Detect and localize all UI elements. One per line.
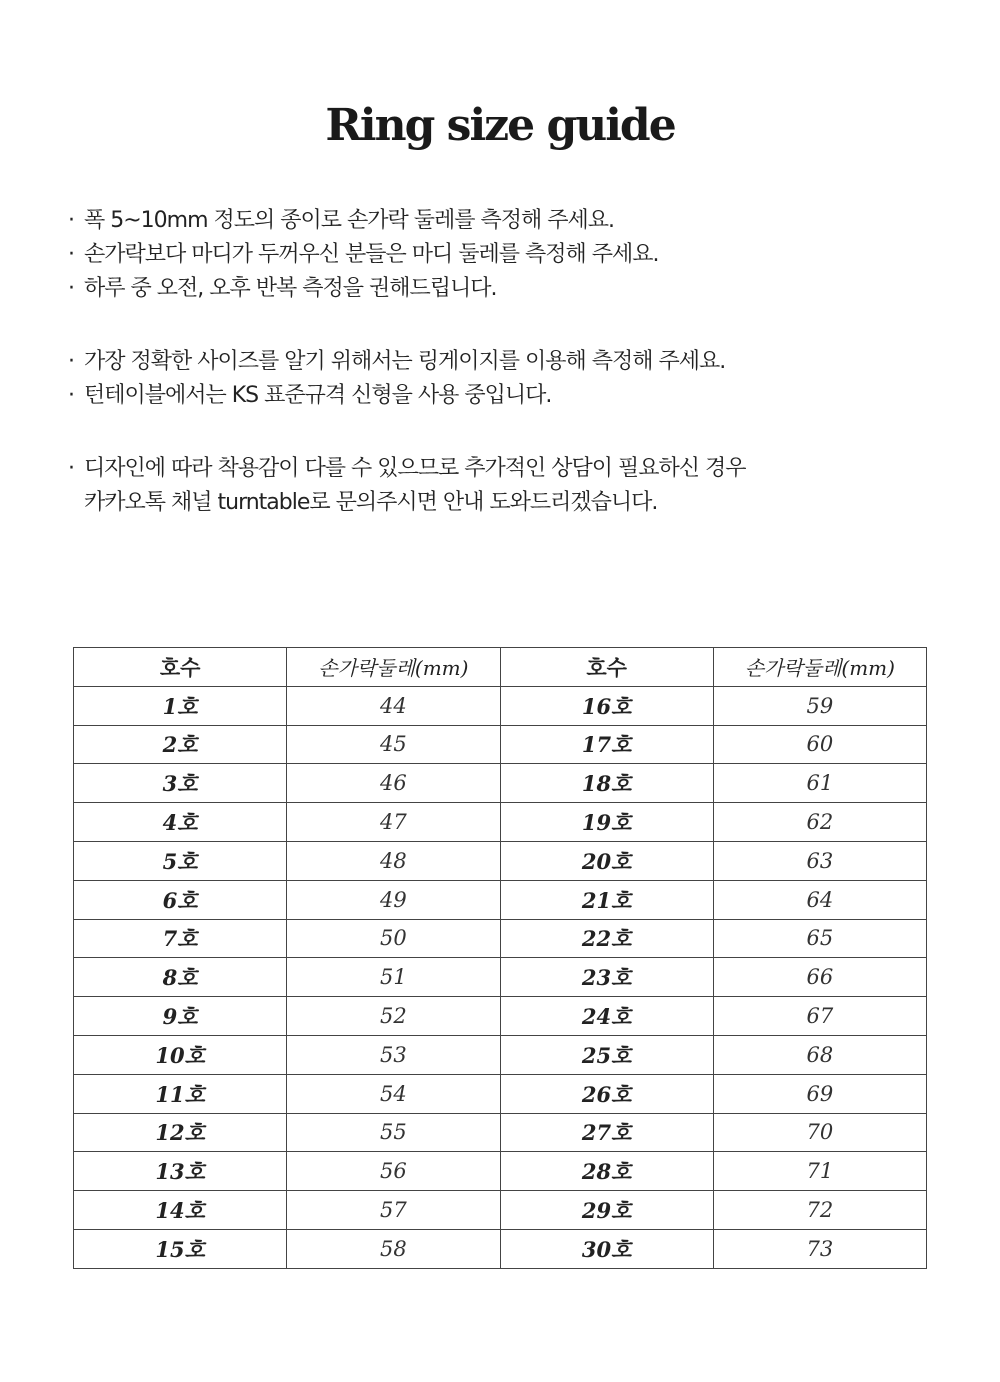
circumference-cell: 51 [287,958,500,997]
table-row [74,1191,927,1230]
size-number-cell: 27호 [500,1113,713,1152]
circumference-cell: 49 [287,880,500,919]
table-row [74,1152,927,1191]
circumference-cell: 68 [713,1035,926,1074]
bullet: · [68,456,74,481]
circumference-cell: 47 [287,803,500,842]
circumference-cell: 52 [287,997,500,1036]
note-text: 카카오톡 채널 turntable로 문의주시면 안내 도와드리겠습니다. [84,490,658,515]
header-circumference: 손가락둘레(mm) [713,648,926,687]
size-number-cell: 9호 [74,997,287,1036]
circumference-cell: 44 [287,686,500,725]
size-number-cell: 25호 [500,1035,713,1074]
circumference-cell: 65 [713,919,926,958]
size-number-cell: 15호 [74,1229,287,1268]
note-line [68,345,948,379]
note-text: 디자인에 따라 착용감이 다를 수 있으므로 추가적인 상담이 필요하신 경우 [84,456,746,481]
bullet: · [68,276,74,301]
bullet: · [68,383,74,408]
header-size: 호수 [74,648,287,687]
header-circumference: 손가락둘레(mm) [287,648,500,687]
table-row [74,841,927,880]
circumference-cell: 62 [713,803,926,842]
note-group [68,452,948,520]
circumference-cell: 50 [287,919,500,958]
note-text: 폭 5~10mm 정도의 종이로 손가락 둘레를 측정해 주세요. [84,208,615,233]
table-header-row [74,648,927,687]
table-row [74,880,927,919]
bullet: · [68,208,74,233]
table-row [74,764,927,803]
circumference-cell: 48 [287,841,500,880]
size-number-cell: 20호 [500,841,713,880]
size-number-cell: 5호 [74,841,287,880]
circumference-cell: 70 [713,1113,926,1152]
note-text: 가장 정확한 사이즈를 알기 위해서는 링게이지를 이용해 측정해 주세요. [84,349,726,374]
size-number-cell: 12호 [74,1113,287,1152]
table-row [74,1113,927,1152]
circumference-cell: 55 [287,1113,500,1152]
circumference-cell: 67 [713,997,926,1036]
table-row [74,1035,927,1074]
table-row [74,958,927,997]
note-line [68,238,948,272]
table-row [74,803,927,842]
size-number-cell: 19호 [500,803,713,842]
size-number-cell: 1호 [74,686,287,725]
circumference-cell: 57 [287,1191,500,1230]
size-number-cell: 23호 [500,958,713,997]
table-row [74,997,927,1036]
size-number-cell: 14호 [74,1191,287,1230]
size-number-cell: 21호 [500,880,713,919]
size-number-cell: 24호 [500,997,713,1036]
circumference-cell: 59 [713,686,926,725]
size-number-cell: 13호 [74,1152,287,1191]
circumference-cell: 72 [713,1191,926,1230]
bullet: · [68,242,74,267]
circumference-cell: 61 [713,764,926,803]
size-number-cell: 22호 [500,919,713,958]
size-number-cell: 11호 [74,1074,287,1113]
size-number-cell: 30호 [500,1229,713,1268]
table-row [74,1074,927,1113]
size-number-cell: 16호 [500,686,713,725]
table-row [74,1229,927,1268]
size-number-cell: 3호 [74,764,287,803]
circumference-cell: 73 [713,1229,926,1268]
circumference-cell: 60 [713,725,926,764]
size-number-cell: 4호 [74,803,287,842]
size-number-cell: 26호 [500,1074,713,1113]
note-line [68,272,948,306]
size-number-cell: 7호 [74,919,287,958]
circumference-cell: 45 [287,725,500,764]
circumference-cell: 64 [713,880,926,919]
table-row [74,919,927,958]
page-title: Ring size guide [325,100,675,151]
circumference-cell: 58 [287,1229,500,1268]
size-number-cell: 28호 [500,1152,713,1191]
size-number-cell: 17호 [500,725,713,764]
size-number-cell: 6호 [74,880,287,919]
size-number-cell: 29호 [500,1191,713,1230]
note-text: 손가락보다 마디가 두꺼우신 분들은 마디 둘레를 측정해 주세요. [84,242,659,267]
table-body [74,686,927,1268]
note-group [68,204,948,306]
table-row [74,686,927,725]
note-line [68,486,948,520]
circumference-cell: 69 [713,1074,926,1113]
note-group [68,345,948,413]
note-line [68,204,948,238]
circumference-cell: 46 [287,764,500,803]
size-number-cell: 18호 [500,764,713,803]
bullet: · [68,349,74,374]
circumference-cell: 53 [287,1035,500,1074]
ring-size-table [73,647,927,1269]
header-size: 호수 [500,648,713,687]
size-number-cell: 2호 [74,725,287,764]
circumference-cell: 63 [713,841,926,880]
circumference-cell: 54 [287,1074,500,1113]
note-line [68,379,948,413]
note-text: 턴테이블에서는 KS 표준규격 신형을 사용 중입니다. [84,383,552,408]
note-text: 하루 중 오전, 오후 반복 측정을 권해드립니다. [84,276,497,301]
size-notes [68,204,948,559]
table-row [74,725,927,764]
size-number-cell: 10호 [74,1035,287,1074]
circumference-cell: 71 [713,1152,926,1191]
circumference-cell: 66 [713,958,926,997]
size-number-cell: 8호 [74,958,287,997]
circumference-cell: 56 [287,1152,500,1191]
note-line [68,452,948,486]
